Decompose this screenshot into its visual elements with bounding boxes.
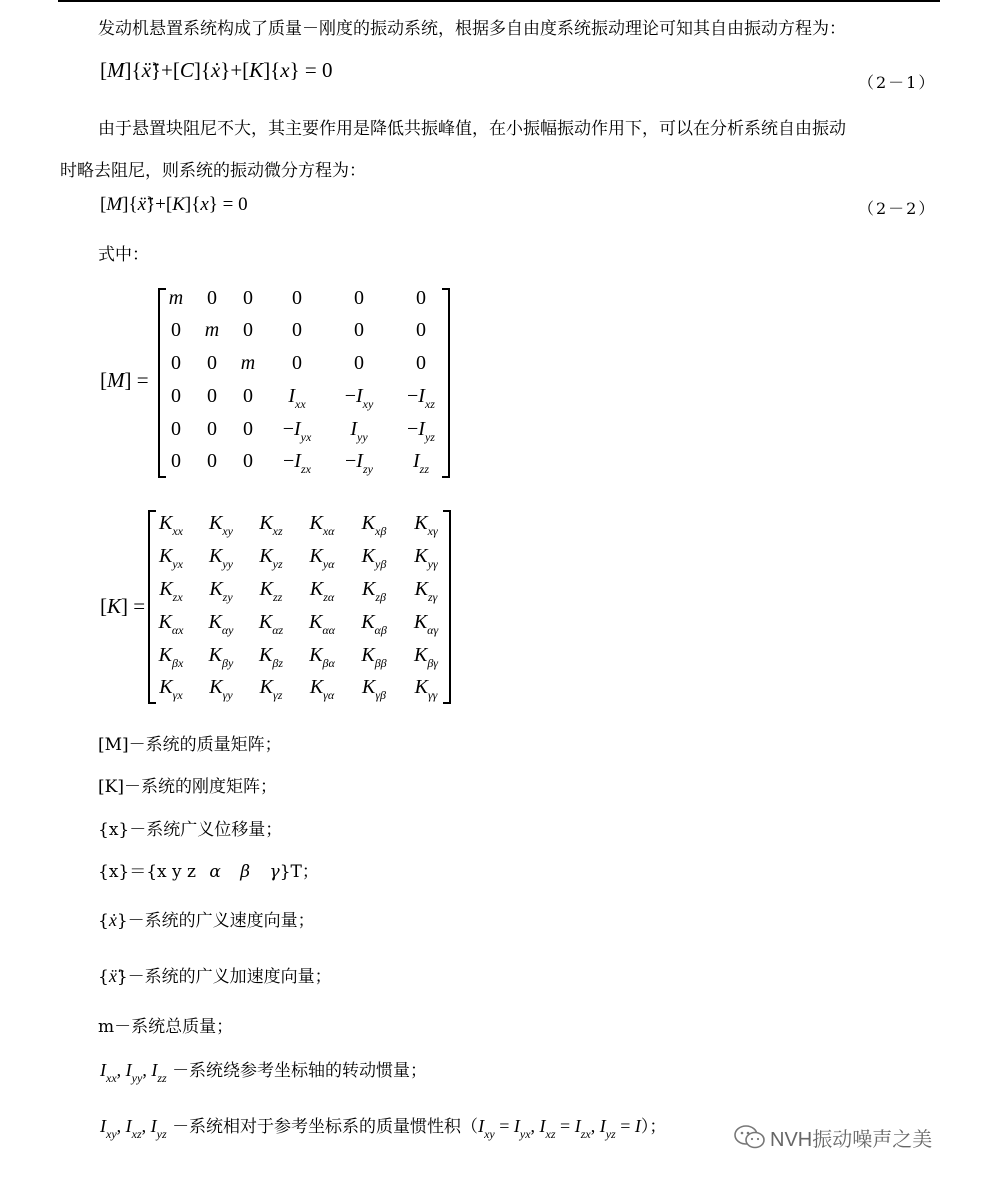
def-total-mass: m－系统总质量； (98, 1017, 234, 1037)
equation-2-2: [M]{ẍ̈}+[K]{x} = 0 (100, 194, 248, 215)
def-displacement-vector: {x}＝{x y z α β γ}T； (98, 862, 319, 882)
stiffness-matrix-left-bracket (148, 510, 156, 704)
paragraph-2-line-2: 时略去阻尼，则系统的振动微分方程为： (60, 161, 366, 181)
def-acceleration: {ẍ̈}－系统的广义加速度向量； (98, 966, 332, 987)
equation-number-2-2: （2－2） (858, 199, 937, 218)
def-product-of-inertia: $I_{xy}$, $I_{xz}$, $I_{yz}$ －系统相对于参考坐标系的质量惯性积（$I_{xy} = I_{yx}$, $I_{xz} = I_{zx}$, $I_{yz} = I$）； (100, 1116, 667, 1141)
equation-2-1: [M]{ẍ̈}+[C]{ẋ}+[K]{x} = 0 (100, 58, 333, 82)
wechat-icon (733, 1124, 767, 1150)
watermark-text: NVH振动噪声之美 (770, 1129, 933, 1151)
mass-matrix-label: [M] = (100, 368, 149, 392)
def-mass-matrix: [M]－系统的质量矩阵； (98, 735, 282, 755)
top-rule (58, 0, 940, 2)
def-velocity: {ẋ}－系统的广义速度向量； (98, 910, 315, 931)
def-displacement: {x}－系统广义位移量； (98, 820, 283, 840)
equation-number-2-1: （2－1） (858, 73, 937, 92)
stiffness-matrix-right-bracket (443, 510, 451, 704)
paragraph-2-line-1: 由于悬置块阻尼不大，其主要作用是降低共振峰值，在小振幅振动作用下，可以在分析系统自由振动 (98, 119, 846, 139)
shizhong-label: 式中： (98, 245, 149, 265)
paragraph-1: 发动机悬置系统构成了质量－刚度的振动系统，根据多自由度系统振动理论可知其自由振动方程为： (98, 19, 846, 39)
def-stiffness-matrix: [K]－系统的刚度矩阵； (98, 777, 277, 797)
def-moment-of-inertia: $I_{xx}$, $I_{yy}$, $I_{zz}$ －系统绕参考坐标轴的转动惯量； (100, 1060, 428, 1085)
stiffness-matrix-label: [K] = (100, 594, 146, 618)
